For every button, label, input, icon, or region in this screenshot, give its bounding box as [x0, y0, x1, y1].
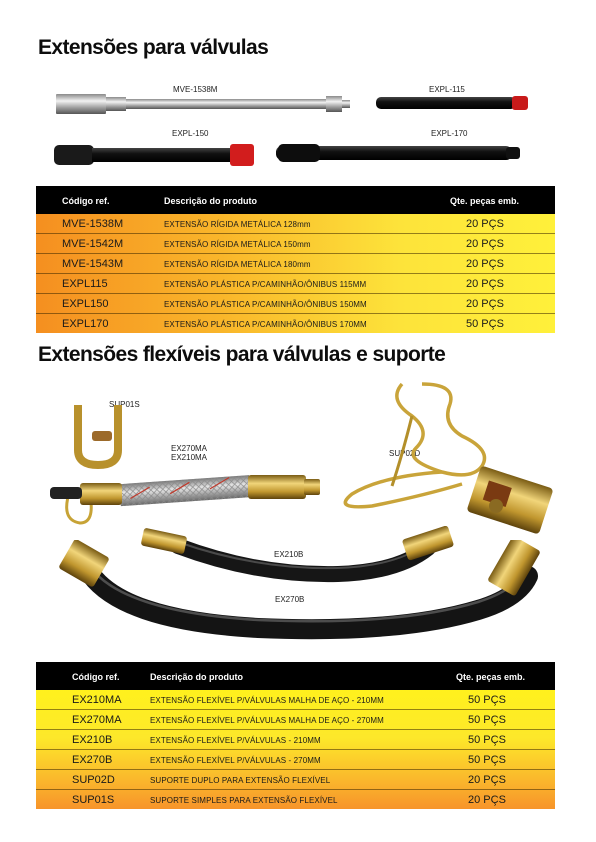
table-row: [36, 690, 555, 710]
rubber-hose-270-image: [58, 540, 554, 648]
cell-quantity: 20 PÇS: [466, 258, 504, 270]
label-sup02d: SUP02D: [389, 449, 421, 458]
cell-quantity: 50 PÇS: [468, 734, 506, 746]
table-row: [36, 770, 555, 790]
cell-quantity: 20 PÇS: [468, 794, 506, 806]
cell-description: EXTENSÃO FLEXÍVEL P/VÁLVULAS MALHA DE AÇO - 210MM: [150, 696, 384, 705]
cell-description: EXTENSÃO RÍGIDA METÁLICA 180mm: [164, 260, 311, 269]
cell-code: EXPL170: [62, 318, 109, 330]
cell-code: MVE-1543M: [62, 258, 124, 270]
cell-code: EX210B: [72, 734, 113, 746]
table-row: [36, 294, 555, 314]
cell-description: SUPORTE SIMPLES PARA EXTENSÃO FLEXÍVEL: [150, 796, 338, 805]
label-sup01s: SUP01S: [109, 400, 140, 409]
cell-code: EXPL115: [62, 278, 108, 290]
label-ex210ma: EX210MA: [171, 453, 208, 462]
cell-description: EXTENSÃO PLÁSTICA P/CAMINHÃO/ÔNIBUS 170MM: [164, 320, 367, 329]
header-quantity: Qte. peças emb.: [456, 672, 526, 682]
cell-code: EX270MA: [72, 714, 122, 726]
label-expl-150: EXPL-150: [172, 129, 209, 138]
section2-title: Extensões flexíveis para válvulas e suporte: [38, 343, 446, 366]
header-description: Descrição do produto: [150, 672, 244, 682]
plastic-extension-115-image: [374, 93, 532, 113]
cell-description: EXTENSÃO PLÁSTICA P/CAMINHÃO/ÔNIBUS 150MM: [164, 300, 367, 309]
cell-quantity: 50 PÇS: [468, 694, 506, 706]
header-quantity: Qte. peças emb.: [450, 196, 520, 206]
cell-code: SUP02D: [72, 774, 115, 786]
cell-quantity: 20 PÇS: [466, 278, 504, 290]
cell-quantity: 20 PÇS: [468, 774, 506, 786]
label-expl-170: EXPL-170: [431, 129, 468, 138]
cell-description: EXTENSÃO PLÁSTICA P/CAMINHÃO/ÔNIBUS 115MM: [164, 280, 367, 289]
cell-description: EXTENSÃO RÍGIDA METÁLICA 150mm: [164, 240, 311, 249]
metal-extension-image: [56, 90, 352, 118]
table-row: [36, 214, 555, 234]
label-expl-115: EXPL-115: [429, 85, 465, 94]
plastic-extension-170-image: [274, 140, 524, 170]
cell-quantity: 50 PÇS: [466, 318, 504, 330]
cell-description: SUPORTE DUPLO PARA EXTENSÃO FLEXÍVEL: [150, 776, 331, 785]
cell-code: EX210MA: [72, 694, 122, 706]
header-description: Descrição do produto: [164, 196, 258, 206]
table-row: [36, 274, 555, 294]
cell-code: MVE-1538M: [62, 218, 124, 230]
cell-description: EXTENSÃO RÍGIDA METÁLICA 128mm: [164, 220, 311, 229]
braided-hose-with-bracket-image: [40, 395, 330, 545]
header-code: Código ref.: [72, 672, 120, 682]
products-table-2: [36, 662, 555, 809]
cell-quantity: 20 PÇS: [466, 238, 504, 250]
cell-quantity: 20 PÇS: [466, 218, 504, 230]
cell-description: EXTENSÃO FLEXÍVEL P/VÁLVULAS - 270MM: [150, 756, 321, 765]
plastic-extension-150-image: [52, 140, 258, 170]
label-ex270b: EX270B: [275, 595, 305, 604]
cell-quantity: 20 PÇS: [466, 298, 504, 310]
cell-code: SUP01S: [72, 794, 115, 806]
cell-quantity: 50 PÇS: [468, 754, 506, 766]
label-ex270ma: EX270MA: [171, 444, 208, 453]
cell-quantity: 50 PÇS: [468, 714, 506, 726]
cell-code: EXPL150: [62, 298, 109, 310]
table-row: [36, 254, 555, 274]
cell-code: MVE-1542M: [62, 238, 124, 250]
cell-description: EXTENSÃO FLEXÍVEL P/VÁLVULAS - 210MM: [150, 736, 321, 745]
double-bracket-image: [332, 376, 558, 548]
table-row: [36, 710, 555, 730]
products-table-1: [36, 186, 555, 333]
label-ex210b: EX210B: [274, 550, 304, 559]
table-header: [36, 186, 555, 214]
cell-description: EXTENSÃO FLEXÍVEL P/VÁLVULAS MALHA DE AÇO - 270MM: [150, 716, 384, 725]
table-row: [36, 750, 555, 770]
header-code: Código ref.: [62, 196, 110, 206]
label-mve-1538m: MVE-1538M: [173, 85, 218, 94]
table-row: [36, 790, 555, 809]
table-header: [36, 662, 555, 690]
table-row: [36, 234, 555, 254]
cell-code: EX270B: [72, 754, 113, 766]
table-row: [36, 730, 555, 750]
section1-title: Extensões para válvulas: [38, 36, 269, 59]
table-row: [36, 314, 555, 333]
